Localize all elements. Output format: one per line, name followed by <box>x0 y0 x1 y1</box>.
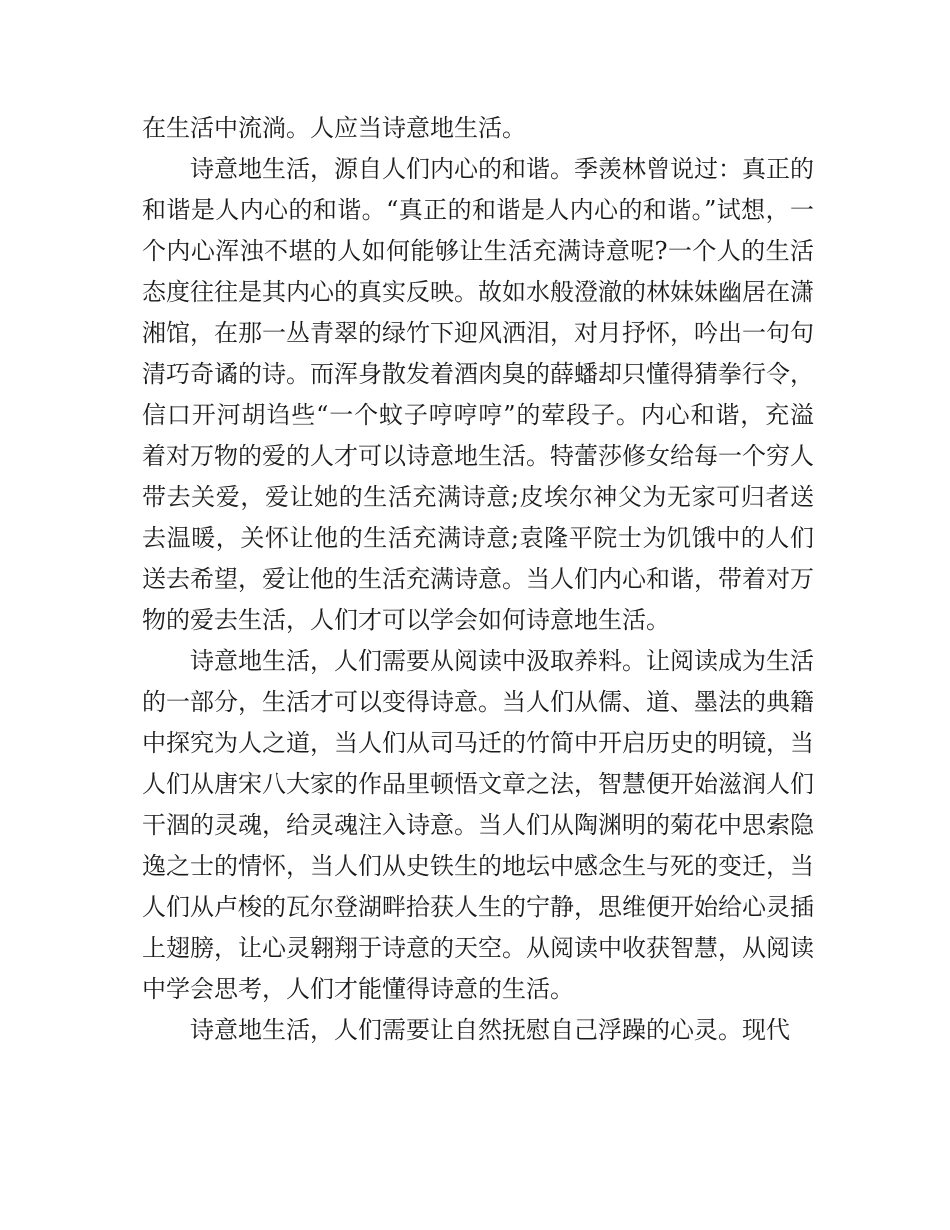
document-page <box>142 108 814 1051</box>
paragraph-reading: 诗意地生活，人们需要从阅读中汲取养料。让阅读成为生活的一部分，生活才可以变得诗意。当人们从儒、道、墨法的典籍中探究为人之道，当人们从司马迁的竹简中开启历史的明镜，当人们从唐宋八大家的作品里顿悟文章之法，智慧便开始滋润人们干涸的灵魂，给灵魂注入诗意。当人们从陶渊明的菊花中思索隐逸之士的情怀，当人们从史铁生的地坛中感念生与死的变迁，当人们从卢梭的瓦尔登湖畔拾获人生的宁静，思维便开始给心灵插上翅膀，让心灵翱翔于诗意的天空。从阅读中收获智慧，从阅读中学会思考，人们才能懂得诗意的生活。 <box>142 647 814 1003</box>
paragraph-inner-harmony: 诗意地生活，源自人们内心的和谐。季羡林曾说过：真正的和谐是人内心的和谐。“真正的和谐是人内心的和谐。”试想，一个内心浑浊不堪的人如何能够让生活充满诗意呢?一个人的生活态度往往是其内心的真实反映。故如水般澄澈的林妹妹幽居在潇湘馆，在那一丛青翠的绿竹下迎风洒泪，对月抒怀，吟出一句句清巧奇谲的诗。而浑身散发着酒肉臭的薛蟠却只懂得猜拳行令，信口开河胡诌些“一个蚊子哼哼哼”的荤段子。内心和谐，充溢着对万物的爱的人才可以诗意地生活。特蕾莎修女给每一个穷人带去关爱，爱让她的生活充满诗意;皮埃尔神父为无家可归者送去温暖，关怀让他的生活充满诗意;袁隆平院士为饥饿中的人们送去希望，爱让他的生活充满诗意。当人们内心和谐，带着对万物的爱去生活，人们才可以学会如何诗意地生活。 <box>142 155 814 634</box>
paragraph-continuation: 在生活中流淌。人应当诗意地生活。 <box>142 114 526 142</box>
paragraph-nature: 诗意地生活，人们需要让自然抚慰自己浮躁的心灵。现代 <box>190 1016 790 1044</box>
